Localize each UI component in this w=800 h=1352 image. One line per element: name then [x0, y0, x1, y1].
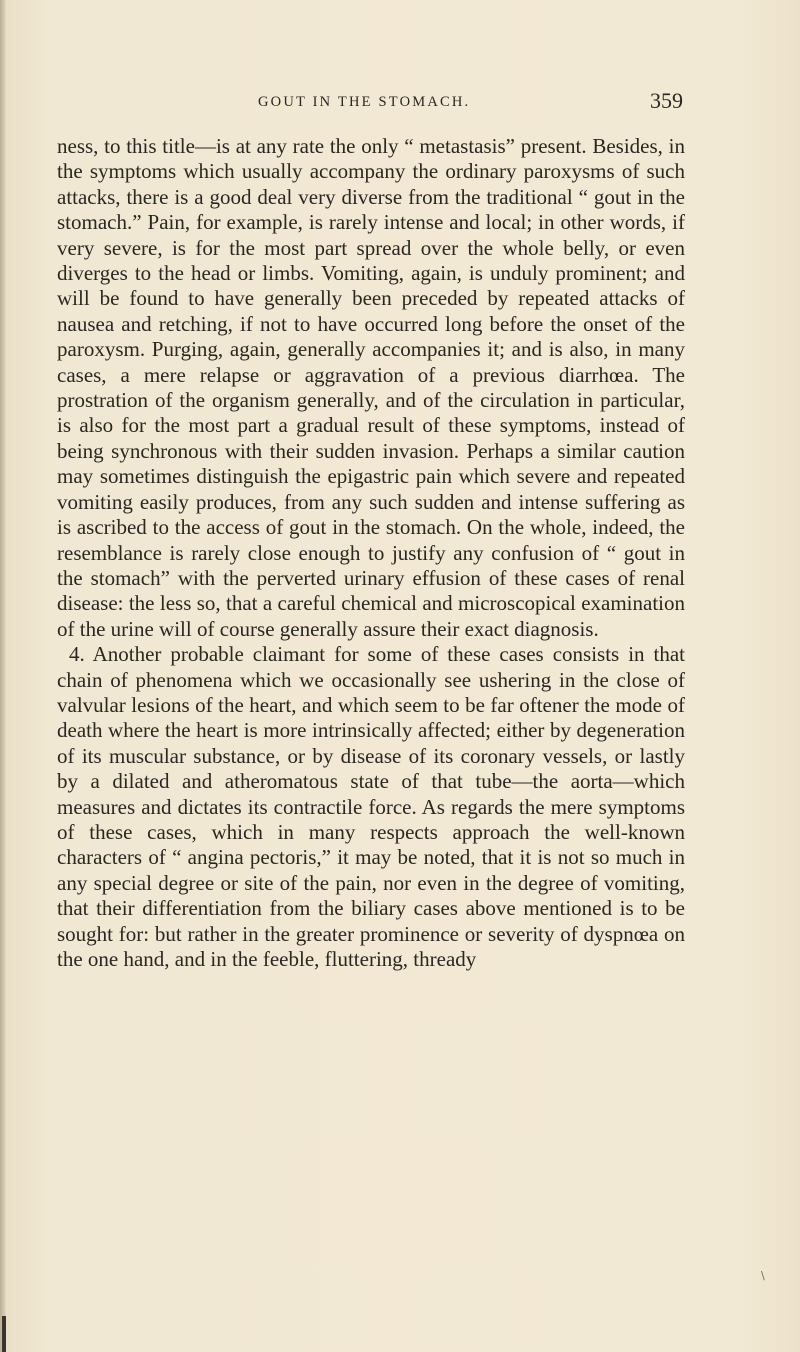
page-header: [128, 88, 683, 116]
paragraph-1: ness, to this title—is at any rate the only “ metastasis” present. Besides, in the symptoms which usually accompany the ordinary paroxysms of such attacks, there is a good deal very diverse from the traditional “ gout in the stomach.” Pain, for example, is rarely intense and local; in other words, if very severe, is for the most part spread over the whole belly, or even diverges to the head or limbs. Vomiting, again, is unduly prominent; and will be found to have generally been preceded by repeated attacks of nausea and retching, if not to have occurred long before the onset of the paroxysm. Purging, again, generally accompanies it; and is also, in many cases, a mere relapse or aggravation of a previous diarrhœa. The prostration of the organism generally, and of the circulation in particular, is also for the most part a gradual result of these symptoms, instead of being synchronous with their sudden invasion. Perhaps a similar caution may sometimes distinguish the epigastric pain which severe and repeated vomiting easily produces, from any such sudden and intense suffering as is ascribed to the access of gout in the stomach. On the whole, indeed, the resemblance is rarely close enough to justify any confusion of “ gout in the stomach” with the perverted urinary effusion of these cases of renal disease: the less so, that a careful chemical and microscopical examination of the urine will of course generally assure their exact diagnosis.: [57, 134, 685, 641]
running-head: GOUT IN THE STOMACH.: [258, 94, 471, 110]
page-binding-edge: [0, 0, 6, 1352]
corner-mark: [2, 1316, 6, 1352]
paragraph-2: 4. Another probable claimant for some of these cases consists in that chain of phenomena which we occasionally see ushering in the close of valvular lesions of the heart, and which seem to be far oftener the mode of death where the heart is more intrinsically affected; either by degeneration of its muscular substance, or by disease of its coronary vessels, or lastly by a dilated and atheromatous state of that tube—the aorta—which measures and dictates its contractile force. As regards the mere symptoms of these cases, which in many respects approach the well-known characters of “ angina pectoris,” it may be noted, that it is not so much in any special degree or site of the pain, nor even in the degree of vomiting, that their differentiation from the biliary cases above mentioned is to be sought for: but rather in the greater prominence or severity of dyspnœa on the one hand, and in the feeble, fluttering, thready: [57, 642, 685, 971]
page-number: 359: [650, 88, 683, 113]
margin-mark: \: [761, 1269, 765, 1282]
body-text: [57, 134, 685, 972]
